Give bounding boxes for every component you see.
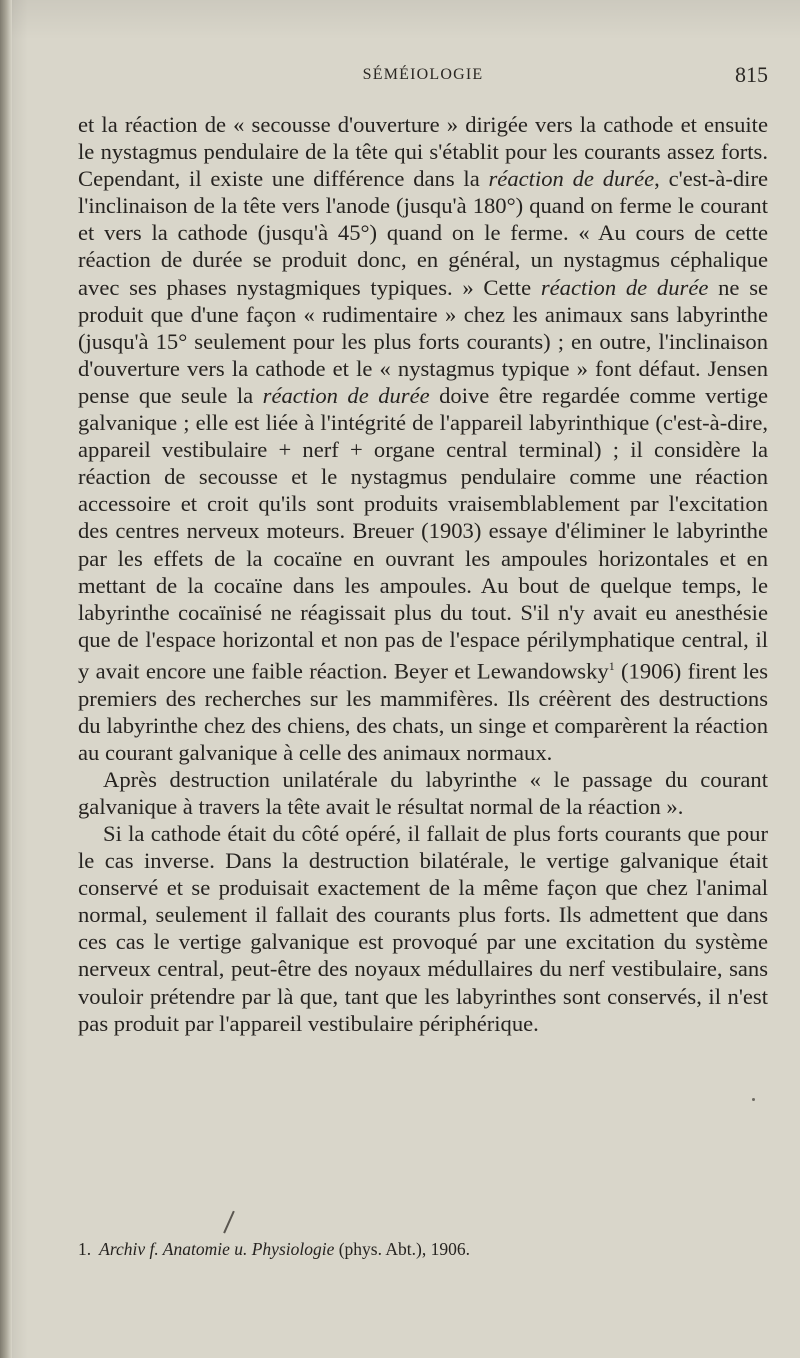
page-header [78,62,768,92]
paragraph-2: Après destruction unilatérale du labyrinthe « le passage du courant galvanique à travers la tête avait le résultat normal de la réaction ». [78,766,768,819]
italic-term: réaction de durée [262,382,430,408]
footnote-journal: Archiv f. Anatomie u. Physiologie [99,1239,335,1259]
text-run: et la réaction de « secousse d'ouverture » dirigée vers la cathode et ensuite le nystagmus pendulaire de la tête qui s'établit pour les courants assez forts. Cependant, il existe une différence dans la [78,112,768,192]
paragraph-1 [78,111,768,766]
text-run: (1906) firent les premiers des recherches sur les mammifères. Ils créèrent des destructions du labyrinthe chez des chiens, des chats, un singe et comparèrent la réaction au courant galvanique à celle des animaux normaux. [78,658,768,765]
page-number: 815 [735,62,768,87]
footnote-details: (phys. Abt.), 1906. [334,1239,470,1259]
pencil-mark [224,1210,234,1234]
text-run: ne se produit que d'une façon « rudimentaire » chez les animaux sans labyrinthe (jusqu'à 15° seulement pour les plus forts courants) ; en outre, l'inclinaison d'ouverture vers la cathode et le « nystagmus typique » font défaut. Jensen pense que seule la [78,274,769,408]
paragraph-3: Si la cathode était du côté opéré, il fallait de plus forts courants que pour le cas inverse. Dans la destruction bilatérale, le vertige galvanique était conservé et se produisait exactement de la même façon que chez l'animal normal, seulement il fallait des courants plus forts. Ils admettent que dans ces cas le vertige galvanique est provoqué par une excitation du système nerveux central, peut-être des noyaux médullaires du nerf vestibulaire, sans vouloir prétendre par là que, tant que les labyrinthes sont conservés, il n'est pas produit par l'appareil vestibulaire périphérique. [78,820,768,1036]
footnote [78,1237,768,1261]
body-text [78,111,768,1037]
italic-term: réaction de durée [540,274,709,300]
page-gutter-shadow [0,0,12,1358]
italic-term: réaction de durée [488,166,655,192]
paper-speck [752,1098,755,1101]
running-head: SÉMÉIOLOGIE [362,66,484,83]
text-run: , c'est-à-dire l'inclinaison de la tête vers l'anode (jusqu'à 180°) quand on ferme le courant et vers la cathode (jusqu'à 45°) quand on le ferme. « Au cours de cette réaction de durée se produit donc, en général, un nystagmus céphalique avec ses phases nystagmiques typiques. » Cette [78,166,768,300]
footnote-reference: 1 [608,658,615,673]
text-run: doive être regardée comme vertige galvanique ; elle est liée à l'intégrité de l'appareil labyrinthique (c'est-à-dire, appareil vestibulaire + nerf + organe central terminal) ; il considère la réaction de secousse et le nystagmus pendulaire comme une réaction accessoire et croit qu'ils sont produits vraisemblablement par l'excitation des centres nerveux moteurs. Breuer (1903) essaye d'éliminer le labyrinthe par les effets de la cocaïne en ouvrant les ampoules horizontales et en mettant de la cocaïne dans les ampoules. Au bout de quelque temps, le labyrinthe cocaïnisé ne réagissait plus du tout. S'il n'y avait eu anesthésie que de l'espace horizontal et non pas de l'espace périlymphatique central, il y avait encore une faible réaction. Beyer et Lewandowsky [78,382,769,684]
footnote-number: 1. [78,1239,92,1259]
